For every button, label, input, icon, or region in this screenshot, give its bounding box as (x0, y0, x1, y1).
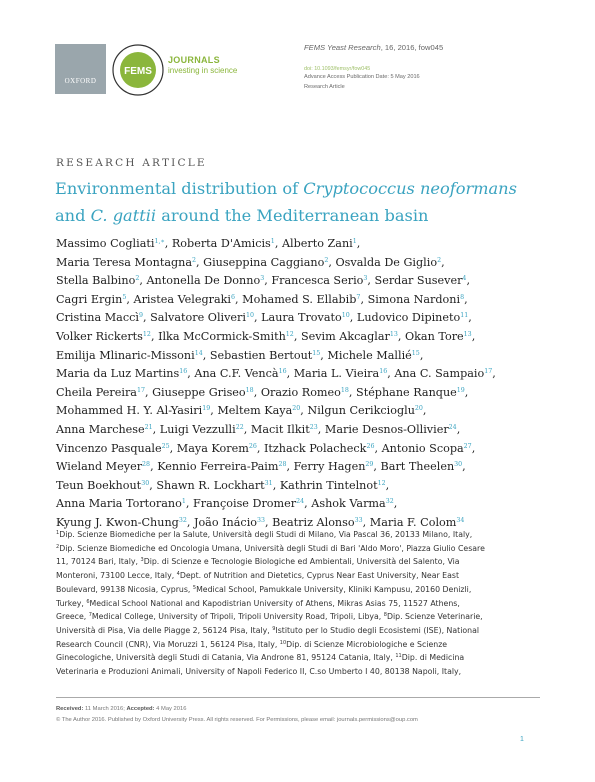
affiliation-marker[interactable]: 19 (202, 405, 211, 413)
affiliation-marker[interactable]: 12 (142, 330, 151, 338)
fems-seal-abbr: FEMS (124, 66, 152, 77)
affiliation-line (56, 665, 539, 679)
species-name: C. gattii (90, 206, 157, 225)
affiliation-line (56, 583, 539, 597)
affiliation-number: 5 (192, 584, 197, 591)
affiliation-marker[interactable]: 13 (389, 330, 398, 338)
affiliation-text: Dip. Scienze Biomediche per la Salute, Università degli Studi di Milano, Via Pascal 36, 20133 Milano, Italy, (59, 530, 473, 539)
species-name: Cryptococcus neoformans (303, 179, 517, 198)
affiliation-text: Greece, (56, 612, 89, 622)
author-name: Cheila Pereira (56, 385, 137, 399)
affiliation-marker[interactable]: 34 (456, 516, 465, 524)
author-name: Luigi Vezzulli (159, 422, 236, 436)
author-name: Ana C. Sampaio (394, 367, 485, 381)
author-name: Beatriz Alonso (272, 515, 355, 529)
affiliation-line (56, 597, 539, 611)
author-name: Maria Teresa Montagna (56, 255, 193, 269)
affiliation-marker[interactable]: 23 (309, 423, 318, 431)
fems-seal-logo (112, 44, 164, 96)
affiliation-marker[interactable]: 3 (260, 275, 265, 283)
author-line: Maria Teresa Montagna$^2$, Giuseppina Caggiano$^2$, Osvalda De Giglio$^2$, (56, 255, 445, 269)
author-name: Salvatore Oliveri (150, 311, 246, 325)
author-name: Kyung J. Kwon-Chung (56, 515, 179, 529)
affiliation-line (56, 555, 539, 569)
affiliation-marker[interactable]: 20 (414, 405, 423, 413)
author-name: Ilka McCormick-Smith (158, 329, 286, 343)
affiliation-text: Ginecologiche, Università degli Studi di Catania, Via Androne 81, 95124 Catania, Italy, (56, 653, 396, 663)
author-name: Giuseppe Griseo (152, 385, 246, 399)
author-line: Stella Balbino$^2$, Antonella De Donno$^3$, Francesca Serio$^3$, Serdar Susever$^4$, (56, 274, 470, 288)
affiliation-marker[interactable]: 3 (363, 275, 368, 283)
affiliation-marker[interactable]: 25 (161, 442, 170, 450)
affiliation-marker[interactable]: 12 (285, 330, 294, 338)
affiliation-text: Boulevard, 99138 Nicosia, Cyprus, (56, 584, 193, 594)
affiliation-marker[interactable]: 15 (312, 349, 321, 357)
affiliation-marker[interactable]: 30 (141, 479, 150, 487)
author-name: Teun Boekhout (56, 478, 142, 492)
author-name: Osvalda De Giglio (335, 255, 438, 269)
affiliation-marker[interactable]: 1 (181, 498, 186, 506)
author-line: Kyung J. Kwon-Chung$^{32}$, João Inácio$^{33}$, Beatriz Alonso$^{33}$, Maria F. Colom$^{34}$ (56, 515, 465, 529)
affiliation-marker[interactable]: 7 (356, 293, 361, 301)
affiliation-marker[interactable]: 28 (142, 461, 151, 469)
affiliation-marker[interactable]: 2 (135, 275, 140, 283)
affiliation-text: Dip. di Scienze e Tecnologie Biologiche ed Ambientali, Università del Salento, Via (143, 557, 460, 567)
affiliation-marker[interactable]: 12 (377, 479, 386, 487)
affiliation-line (56, 610, 539, 624)
author-name: Antonella De Donno (146, 274, 261, 288)
affiliation-marker[interactable]: 13 (463, 330, 472, 338)
author-name: Cristina Maccì (56, 311, 139, 325)
section-label: RESEARCH ARTICLE (56, 157, 207, 169)
author-name: Mohamed S. Ellabib (242, 292, 357, 306)
affiliation-marker[interactable]: 17 (136, 386, 145, 394)
author-name: Ana C.F. Vencà (194, 367, 279, 381)
affiliation-marker[interactable]: 19 (456, 386, 465, 394)
advance-access-date: Advance Access Publication Date: 5 May 2016 (304, 74, 420, 80)
copyright-notice: © The Author 2016. Published by Oxford University Press. All rights reserved. For Permissions, please email: journals.permissions@oup.com (56, 717, 418, 723)
affiliation-text: Medical School National and Kapodistrian University of Athens, Mikras Asias 75, 11527 Athens, (89, 598, 460, 608)
author-name: Marie Desnos-Ollivier (324, 422, 449, 436)
author-line: Maria da Luz Martins$^{16}$, Ana C.F. Vencà$^{16}$, Maria L. Vieira$^{16}$, Ana C. Sampaio$^{17}$, (56, 367, 496, 381)
author-name: Ferry Hagen (293, 460, 366, 474)
affiliation-marker[interactable]: 10 (245, 312, 254, 320)
affiliation-number: 1 (56, 530, 60, 536)
author-name: Serdar Susever (374, 274, 463, 288)
article-title: Environmental distribution of Cryptococcus neoformans and C. gattii around the Mediterranean basin (55, 179, 517, 225)
author-name: Anna Maria Tortorano (56, 497, 182, 511)
author-name: Stella Balbino (56, 274, 136, 288)
author-name: Francesca Serio (271, 274, 364, 288)
affiliation-text: Medical College, University of Tripoli, Tripoli University Road, Tripoli, Libya, (91, 612, 384, 622)
affiliation-marker[interactable]: 18 (245, 386, 254, 394)
affiliation-marker[interactable]: 32 (385, 498, 394, 506)
journals-text: JOURNALS (168, 55, 220, 65)
affiliation-line (56, 542, 539, 556)
author-name: Antonio Scopa (381, 441, 464, 455)
affiliation-marker[interactable]: 10 (341, 312, 350, 320)
author-name: Roberta D'Amicis (171, 237, 271, 250)
affiliation-text: Turkey, (56, 598, 87, 608)
author-name: Vincenzo Pasquale (56, 441, 162, 455)
affiliation-line (56, 638, 539, 652)
affiliation-text: Research Council (CNR), Via Moruzzi 1, 56124 Pisa, Italy, (56, 639, 280, 649)
affiliation-marker[interactable]: 6 (230, 293, 235, 301)
author-line: Teun Boekhout$^{30}$, Shawn R. Lockhart$^{31}$, Kathrin Tintelnot$^{12}$, (56, 478, 390, 492)
author-line: Volker Rickerts$^{12}$, Ilka McCormick-Smith$^{12}$, Sevim Akcaglar$^{13}$, Okan Tore$^{13}$, (56, 329, 476, 343)
affiliation-text: Dip. Scienze Biomediche ed Oncologia Umana, Università degli Studi di Bari 'Aldo Moro', Piazza Giulio Cesare (59, 543, 485, 553)
author-line: Cristina Maccì$^9$, Salvatore Oliveri$^{10}$, Laura Trovato$^{10}$, Ludovico Dipineto$^{11}$, (56, 311, 472, 325)
author-name: Itzhack Polacheck (263, 441, 367, 455)
affiliation-marker[interactable]: 30 (454, 461, 463, 469)
author-list (56, 235, 543, 533)
author-name: Mohammed H. Y. Al-Yasiri (56, 404, 203, 418)
author-name: Laura Trovato (261, 311, 342, 325)
affiliation-marker[interactable]: 14 (194, 349, 203, 357)
affiliation-marker[interactable]: 24 (296, 498, 305, 506)
affiliation-number: 7 (88, 612, 92, 619)
affiliation-marker[interactable]: 16 (278, 368, 287, 376)
affiliation-text: 11, 70124 Bari, Italy, (56, 557, 141, 567)
author-name: Michele Mallié (327, 348, 412, 362)
author-name: Cagri Ergin (56, 292, 123, 306)
affiliation-line (56, 624, 539, 638)
affiliation-text: Dip. di Medicina (401, 653, 465, 663)
affiliation-marker[interactable]: 31 (264, 479, 273, 487)
author-name: Orazio Romeo (260, 385, 341, 399)
affiliation-number: 6 (86, 598, 90, 605)
affiliation-marker[interactable]: 27 (463, 442, 472, 450)
affiliation-marker[interactable]: 2 (437, 256, 442, 264)
author-name: Massimo Cogliati (56, 237, 155, 250)
fems-journals-wordmark (168, 56, 237, 75)
affiliation-text: Istituto per lo Studio degli Ecosistemi (ISE), National (275, 625, 480, 635)
oxford-logo (55, 44, 106, 94)
author-name: Sebastien Bertout (209, 348, 313, 362)
affiliation-line (56, 651, 539, 665)
affiliation-marker[interactable]: 24 (448, 423, 457, 431)
author-line: Anna Marchese$^{21}$, Luigi Vezzulli$^{22}$, Macit Ilkit$^{23}$, Marie Desnos-Ollivier$^{24}$, (56, 422, 461, 436)
affiliation-marker[interactable]: 9 (138, 312, 143, 320)
doi-link[interactable]: doi: 10.1093/femsyr/fow045 (304, 66, 371, 72)
affiliation-marker[interactable]: 33 (354, 516, 363, 524)
affiliation-marker[interactable]: 20 (292, 405, 301, 413)
author-name: Okan Tore (404, 329, 464, 343)
journal-citation: FEMS Yeast Research, 16, 2016, fow045 (304, 43, 444, 52)
affiliation-text: Dip. Scienze Veterinarie, (386, 612, 483, 622)
author-name: Shawn R. Lockhart (156, 478, 265, 492)
affiliation-marker[interactable]: 16 (179, 368, 188, 376)
author-name: Volker Rickerts (56, 329, 143, 343)
affiliation-marker[interactable]: 29 (365, 461, 374, 469)
affiliation-marker[interactable]: 28 (278, 461, 287, 469)
affiliation-text: Dept. of Nutrition and Dietetics, Cyprus Near East University, Near East (179, 571, 460, 581)
author-name: Sevim Akcaglar (300, 329, 390, 343)
author-name: Macit Ilkit (250, 422, 310, 436)
affiliation-marker[interactable]: 4 (462, 275, 467, 283)
affiliation-number: 11 (395, 653, 402, 660)
author-name: Giuseppina Caggiano (203, 255, 325, 269)
page-number: 1 (520, 736, 524, 743)
author-name: Alberto Zani (281, 237, 353, 250)
author-line: Wieland Meyer$^{28}$, Kennio Ferreira-Paim$^{28}$, Ferry Hagen$^{29}$, Bart Theelen$^{30}$, (56, 460, 466, 474)
author-name: Françoise Dromer (193, 497, 297, 511)
author-name: Kennio Ferreira-Paim (157, 460, 279, 474)
affiliation-number: 9 (272, 625, 276, 632)
author-line: Cagri Ergin$^5$, Aristea Velegraki$^6$, Mohamed S. Ellabib$^7$, Simona Nardoni$^8$, (56, 292, 468, 306)
affiliation-text: Monteroni, 73100 Lecce, Italy, (56, 571, 177, 581)
author-name: João Inácio (193, 515, 258, 529)
affiliation-number: 4 (176, 571, 180, 578)
affiliation-marker[interactable]: 21 (144, 423, 153, 431)
author-name: Anna Marchese (56, 422, 145, 436)
affiliation-marker[interactable]: 8 (460, 293, 465, 301)
affiliation-text: Veterinaria e Produzioni Animali, University of Napoli Federico II, C.so Umberto I 40, 80138 Napoli, Italy, (56, 667, 462, 677)
author-name: Ashok Varma (311, 497, 386, 511)
affiliation-marker[interactable]: 1,∗ (154, 238, 165, 245)
affiliation-marker[interactable]: 16 (379, 368, 388, 376)
author-name: Stéphane Ranque (356, 385, 457, 399)
affiliation-text: Dip. di Scienze Microbiologiche e Scienze (286, 639, 448, 649)
author-name: Bart Theelen (380, 460, 455, 474)
oxford-wordmark: OXFORD (64, 77, 97, 85)
affiliation-line (56, 528, 539, 542)
affiliation-list (56, 528, 539, 679)
author-name: Ludovico Dipineto (356, 311, 461, 325)
affiliation-marker[interactable]: 2 (192, 256, 197, 264)
affiliation-number: 3 (140, 557, 144, 564)
author-name: Wieland Meyer (56, 460, 143, 474)
author-name: Emilija Mlinaric-Missoni (56, 348, 195, 362)
author-name: Aristea Velegraki (133, 292, 231, 306)
author-line: Anna Maria Tortorano$^1$, Françoise Dromer$^{24}$, Ashok Varma$^{32}$, (56, 497, 398, 511)
affiliation-marker[interactable]: 18 (340, 386, 349, 394)
author-line: Cheila Pereira$^{17}$, Giuseppe Griseo$^{18}$, Orazio Romeo$^{18}$, Stéphane Ranque$^{19}$, (56, 385, 469, 399)
affiliation-marker[interactable]: 17 (484, 368, 493, 376)
author-name: Meltem Kaya (217, 404, 293, 418)
affiliation-marker[interactable]: 1 (352, 238, 357, 245)
affiliation-marker[interactable]: 33 (257, 516, 266, 524)
author-name: Simona Nardoni (367, 292, 461, 306)
author-name: Maya Korem (176, 441, 249, 455)
affiliation-marker[interactable]: 1 (270, 238, 275, 245)
author-line: Massimo Cogliati$^{1,∗}$, Roberta D'Amicis$^1$, Alberto Zani$^1$, (56, 237, 361, 250)
affiliation-marker[interactable]: 5 (122, 293, 127, 301)
author-name: Maria da Luz Martins (56, 367, 180, 381)
author-name: Kathrin Tintelnot (279, 478, 378, 492)
author-line: Emilija Mlinaric-Missoni$^{14}$, Sebastien Bertout$^{15}$, Michele Mallié$^{15}$, (56, 348, 424, 362)
affiliation-marker[interactable]: 2 (324, 256, 329, 264)
affiliation-number: 2 (56, 543, 60, 550)
author-name: Maria F. Colom (369, 515, 457, 529)
affiliation-marker[interactable]: 26 (366, 442, 375, 450)
affiliation-marker[interactable]: 26 (248, 442, 257, 450)
affiliation-marker[interactable]: 32 (178, 516, 187, 524)
affiliation-line (56, 569, 539, 583)
author-name: Nilgun Cerikcioglu (307, 404, 415, 418)
author-line: Mohammed H. Y. Al-Yasiri$^{19}$, Meltem Kaya$^{20}$, Nilgun Cerikcioglu$^{20}$, (56, 404, 427, 418)
affiliation-text: Medical School, Pamukkale University, Kliniki Kampusu, 20160 Denizli, (196, 584, 472, 594)
investing-in-science-text: investing in science (168, 66, 238, 75)
author-name: Maria L. Vieira (293, 367, 380, 381)
affiliation-marker[interactable]: 22 (235, 423, 244, 431)
affiliation-number: 10 (279, 639, 287, 646)
received-accepted-dates: Received: 11 March 2016; Accepted: 4 May 2016 (56, 706, 187, 712)
affiliation-marker[interactable]: 11 (460, 312, 469, 320)
affiliation-marker[interactable]: 15 (411, 349, 420, 357)
affiliation-text: Università di Pisa, Via delle Piagge 2, 56124 Pisa, Italy, (56, 625, 273, 635)
author-line: Vincenzo Pasquale$^{25}$, Maya Korem$^{26}$, Itzhack Polacheck$^{26}$, Antonio Scopa$^{27}$, (56, 441, 476, 455)
affiliation-number: 8 (383, 612, 387, 619)
article-type: Research Article (304, 84, 345, 90)
footer-divider (56, 697, 540, 698)
